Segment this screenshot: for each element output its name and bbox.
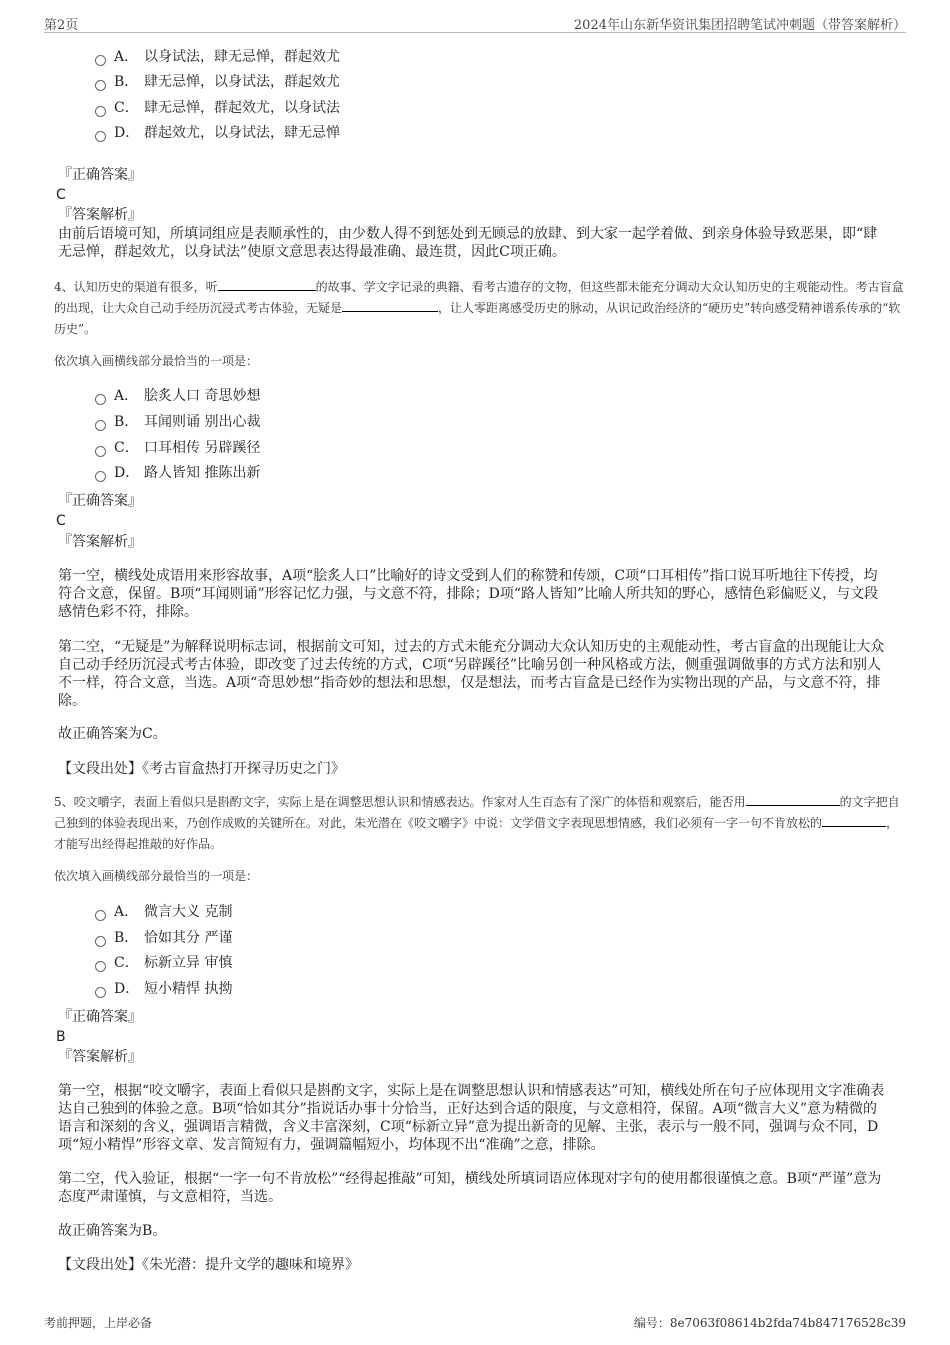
q4-instruction: 依次填入画横线部分最恰当的一项是： bbox=[54, 354, 259, 368]
footer-code: 编号：8e7063f08614b2fda74b847176528c39 bbox=[633, 1316, 906, 1330]
q5-source: 【文段出处】《朱光潜：提升文学的趣味和境界》 bbox=[58, 1257, 359, 1273]
q3-analysis-label: 『答案解析』 bbox=[58, 207, 142, 223]
q5-stem: 5、咬文嚼字，表面上看似只是斟酌文字，实际上是在调整思想认识和情感表达。作家对人生百态有了深广的体悟和观察后，能否用 的文字把自己独到的体验表现出来，乃创作成败的关键所在。对此，朱光潜在《咬文嚼字》中说：文学借文字表现思想情感，我们必须有一字一句不肯放松的 ，才能写出经得起推敲的好作品。 bbox=[54, 795, 900, 851]
radio-icon[interactable] bbox=[95, 936, 106, 947]
fill-blank bbox=[218, 278, 316, 291]
radio-icon[interactable] bbox=[95, 420, 106, 431]
q5-answer-label: 『正确答案』 bbox=[58, 1009, 142, 1025]
q3-analysis: 由前后语境可知，所填词组应是表顺承性的，由少数人得不到惩处到无顾忌的放肆、到大家一起学着做、到亲身体验导致恶果，即“肆无忌惮，群起效尤，以身试法”使原文意思表达得最准确、最连贯，因此C项正确。 bbox=[58, 226, 878, 260]
q5-option-a[interactable]: A． 微言大义 克制 bbox=[95, 901, 232, 925]
q3-answer: C bbox=[56, 187, 66, 203]
radio-icon[interactable] bbox=[95, 80, 106, 91]
q4-option-d[interactable]: D． 路人皆知 推陈出新 bbox=[95, 462, 260, 486]
q3-option-a[interactable]: A． 以身试法，肆无忌惮，群起效尤 bbox=[95, 46, 340, 70]
q5-analysis-label: 『答案解析』 bbox=[58, 1049, 142, 1065]
radio-icon[interactable] bbox=[95, 446, 106, 457]
radio-icon[interactable] bbox=[95, 106, 106, 117]
page-number: 第2页 bbox=[44, 18, 79, 33]
q5-analysis-p3: 故正确答案为B。 bbox=[58, 1223, 167, 1239]
radio-icon[interactable] bbox=[95, 910, 106, 921]
q5-instruction: 依次填入画横线部分最恰当的一项是： bbox=[54, 869, 259, 883]
q4-option-c[interactable]: C． 口耳相传 另辟蹊径 bbox=[95, 437, 260, 461]
q5-option-b[interactable]: B． 恰如其分 严谨 bbox=[95, 927, 232, 951]
q4-analysis-p2: 第二空，“无疑是”为解释说明标志词，根据前文可知，过去的方式未能充分调动大众认知历史的主观能动性，考古盲盒的出现能让大众自己动手经历沉浸式考古体验，即改变了过去传统的方式，C项“另辟蹊径”比喻另创一种风格或方法，侧重强调做事的方式方法和别人不一样，符合文意，当选。A项“奇思妙想”指奇妙的想法和思想，仅是想法，而考古盲盒是已经作为实物出现的产品，与文意不符，排除。 bbox=[58, 639, 885, 709]
q4-option-b[interactable]: B． 耳闻则诵 别出心裁 bbox=[95, 411, 260, 435]
radio-icon[interactable] bbox=[95, 961, 106, 972]
radio-icon[interactable] bbox=[95, 987, 106, 998]
fill-blank bbox=[746, 793, 840, 806]
q4-analysis-label: 『答案解析』 bbox=[58, 534, 142, 550]
radio-icon[interactable] bbox=[95, 394, 106, 405]
q4-answer-label: 『正确答案』 bbox=[58, 493, 142, 509]
radio-icon[interactable] bbox=[95, 471, 106, 482]
q5-answer: B bbox=[56, 1029, 66, 1045]
q4-answer: C bbox=[56, 513, 66, 529]
q3-answer-label: 『正确答案』 bbox=[58, 167, 142, 183]
q4-source: 【文段出处】《考古盲盒热打开探寻历史之门》 bbox=[58, 761, 345, 777]
radio-icon[interactable] bbox=[95, 131, 106, 142]
q4-analysis-p1: 第一空，横线处成语用来形容故事，A项“脍炙人口”比喻好的诗文受到人们的称赞和传颂，C项“口耳相传”指口说耳听地往下传授，均符合文意，保留。B项“耳闻则诵”形容记忆力强，与文意不符，排除；D项“路人皆知”比喻人所共知的野心，感情色彩偏贬义，与文段感情色彩不符，排除。 bbox=[58, 568, 879, 620]
q5-option-c[interactable]: C． 标新立异 审慎 bbox=[95, 952, 232, 976]
q5-option-d[interactable]: D． 短小精悍 执拗 bbox=[95, 978, 232, 1002]
page-header bbox=[44, 12, 906, 33]
fill-blank bbox=[822, 814, 886, 827]
q3-option-b[interactable]: B． 肆无忌惮，以身试法，群起效尤 bbox=[95, 71, 340, 95]
q5-analysis-p1: 第一空，根据“咬文嚼字，表面上看似只是斟酌文字，实际上是在调整思想认识和情感表达”可知，横线处所在句子应体现用文字准确表达自己独到的体验之意。B项“恰如其分”指说话办事十分恰当，正好达到合适的限度，与文意相符，保留。A项“微言大义”意为精微的语言和深刻的含义，强调语言精微，含义丰富深刻，C项“标新立异”意为提出新奇的见解、主张，表示与一般不同，强调与众不同，D项“短小精悍”形容文章、发言简短有力，强调篇幅短小，均体现不出“准确”之意，排除。 bbox=[58, 1083, 885, 1153]
q5-analysis-p2: 第二空，代入验证，根据“一字一句不肯放松”“经得起推敲”可知，横线处所填词语应体现对字句的使用都很谨慎之意。B项“严谨”意为态度严肃谨慎，与文意相符，当选。 bbox=[58, 1171, 882, 1205]
q4-option-a[interactable]: A． 脍炙人口 奇思妙想 bbox=[95, 385, 260, 409]
q4-analysis-p3: 故正确答案为C。 bbox=[58, 726, 167, 742]
radio-icon[interactable] bbox=[95, 55, 106, 66]
footer-slogan: 考前押题，上岸必备 bbox=[44, 1316, 153, 1330]
document-title: 2024年山东新华资讯集团招聘笔试冲刺题（带答案解析） bbox=[573, 18, 906, 33]
q3-option-c[interactable]: C． 肆无忌惮，群起效尤，以身试法 bbox=[95, 97, 340, 121]
q4-stem: 4、认知历史的渠道有很多，听 的故事、学文字记录的典籍、看考古遗存的文物，但这些都未能充分调动大众认知历史的主观能动性。考古盲盒的出现，让大众自己动手经历沉浸式考古体验，无疑是 ，让人零距离感受历史的脉动，从识记政治经济的“硬历史”转向感受精神谱系传承的“软历史”。 bbox=[54, 280, 904, 336]
q3-option-d[interactable]: D． 群起效尤，以身试法，肆无忌惮 bbox=[95, 122, 340, 146]
fill-blank bbox=[342, 299, 438, 312]
